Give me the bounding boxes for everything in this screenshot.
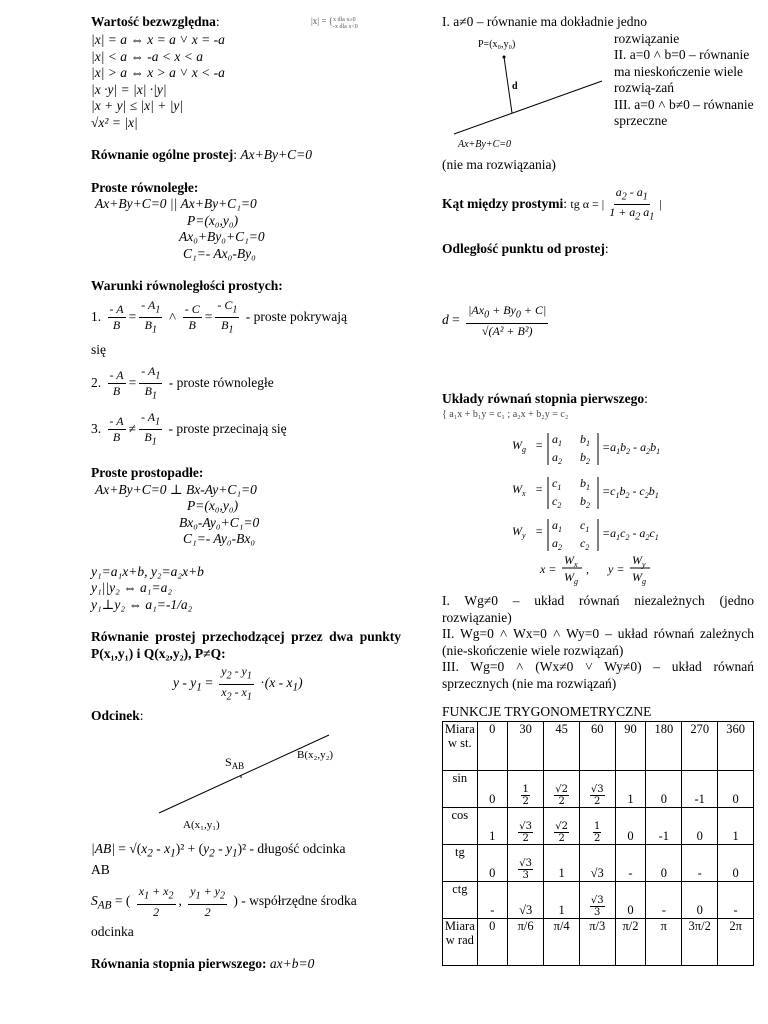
trig-cell: 2π: [718, 918, 754, 965]
trig-cell: 360: [718, 721, 754, 770]
svg-text:x dla x≥0: x dla x≥0: [333, 17, 356, 23]
abs-rule-2: |x| < a ⇔ -a < x < a: [91, 48, 203, 64]
line-cases-block: [442, 31, 754, 157]
trig-row-label: sin: [443, 770, 478, 807]
trig-cell: 1: [477, 807, 507, 844]
svg-text:=: =: [535, 524, 544, 539]
trig-cell: $\frac{√3}{3}$: [507, 844, 543, 881]
perp-line-2: P=(x₀,y₀): [187, 498, 239, 514]
svg-text:c1: $c_1$: [580, 518, 590, 535]
svg-text:=c1b2 - c2b1: $=c_1b_2 - c_2b_1$: [602, 484, 659, 501]
trig-cell: -1: [682, 770, 718, 807]
cases-text: [614, 31, 754, 130]
trig-cell: 1: [544, 881, 580, 918]
trig-row-label: cos: [443, 807, 478, 844]
trig-cell: $\frac{√2}{2}$: [544, 770, 580, 807]
parallel-line-4: C₁=- Ax₀-By₀: [183, 245, 256, 261]
perp-line-3: Bx₀-Ay₀+C₁=0: [179, 514, 260, 530]
case-1-cont: rozwiązanie: [614, 30, 680, 46]
svg-text:=: =: [535, 482, 544, 497]
trig-cell: 0: [682, 881, 718, 918]
trig-cell: 0: [646, 770, 682, 807]
diagram-line: [454, 81, 602, 134]
svg-text:c2: $c_2$: [552, 494, 562, 511]
trig-table: [442, 721, 754, 966]
right-column: [442, 14, 754, 966]
svg-text:Wx: $W_x$: [564, 553, 578, 570]
angle-heading: Kąt między prostymi: tg α = | $\frac{a_2 - a_1}{1 + a_2 a_1}$ |: [442, 185, 662, 223]
slope-line-3: y₁⊥y₂ ⇔ a₁=-1/a₂: [91, 596, 193, 612]
parallel-line-3: Ax₀+By₀+C₁=0: [179, 229, 265, 244]
svg-text:c1: $c_1$: [552, 476, 562, 493]
condition-1-cont: się: [91, 342, 106, 358]
condition-3: 3. $\frac{- A}{B}$ ≠ $\frac{- A_1}{B_1}$ - proste przecinają się: [91, 409, 287, 448]
trig-cell: 1: [544, 844, 580, 881]
trig-cell: 90: [615, 721, 646, 770]
trig-cell: 180: [646, 721, 682, 770]
system-case-3: III. Wg=0 ˄ (Wx≠0 ˅ Wy≠0) – układ równań sprzecznych (nie ma rozwiązań): [442, 659, 754, 691]
trig-cell: √3: [507, 881, 543, 918]
perpendicular-heading: Proste prostopadłe:: [91, 465, 204, 481]
two-point-formula: y - $y_1$ = $\frac{y_2 - y_1}{x_2 - x_1}$ $\cdot(x - x_1)$: [173, 664, 303, 703]
abs-rule-1: |x| = a ⇔ x = a ˅ x = -a: [91, 32, 225, 47]
svg-text:Wx: $W_x$: [512, 482, 526, 499]
trig-cell: -: [646, 881, 682, 918]
svg-text:x =: x =: [540, 562, 557, 577]
system-brace: { a₁x + b₁y = c₁ ; a₂x + b₂y = c₂: [442, 409, 569, 421]
trig-cell: 0: [477, 844, 507, 881]
trig-cell: 0: [718, 844, 754, 881]
trig-cell: $\frac{1}{2}$: [507, 770, 543, 807]
trig-cell: √3: [579, 844, 615, 881]
diagram-line-label: Ax+By+C=0: [458, 138, 512, 150]
case-3: III. a=0 ˄ b≠0 – równanie sprzeczne: [614, 96, 754, 128]
determinants: [442, 421, 754, 587]
trig-cell: 270: [682, 721, 718, 770]
abs-rule-6: √x² = |x|: [91, 114, 138, 130]
trig-cell: -: [682, 844, 718, 881]
trig-radians-label: Miara w rad: [443, 918, 478, 965]
two-point-heading: Równanie prostej przechodzącej przez dwa punkty P(x₁,y₁) i Q(x₂,y₂), P≠Q:: [91, 629, 401, 661]
svg-text:=a1b2 - a2b1: $=a_1b_2 - a_2b_1$: [602, 440, 661, 457]
svg-text:a1: $a_1$: [552, 432, 562, 449]
trig-cell: 1: [615, 770, 646, 807]
trig-cell: 0: [682, 807, 718, 844]
trig-cell: π/2: [615, 918, 646, 965]
svg-text:Wg: $W_g$: [564, 570, 578, 587]
distance-heading: Odległość punktu od prostej:: [442, 240, 609, 256]
abs-rule-5: |x + y| ≤ |x| + |y|: [91, 98, 184, 113]
svg-text:a2: $a_2$: [552, 536, 562, 553]
trig-tg-row: [443, 844, 754, 881]
svg-text:b2: $b_2$: [580, 494, 590, 511]
trig-cell: 0: [477, 721, 507, 770]
general-line-heading: Równanie ogólne prostej: Ax+By+C=0: [91, 147, 312, 162]
trig-cell: π: [646, 918, 682, 965]
length-formula-cont: AB: [91, 861, 110, 877]
left-column: [91, 14, 401, 973]
trig-cell: -: [615, 844, 646, 881]
case-3-cont: (nie ma rozwiązania): [442, 156, 556, 172]
length-formula: $|AB| = √(x_2 - x_1)^2 + (y_2 - y_1)^2$ - długość odcinka: [91, 840, 346, 860]
trig-cell: 30: [507, 721, 543, 770]
perp-line-1: Ax+By+C=0 ⊥ Bx-Ay+C₁=0: [95, 481, 257, 497]
svg-text:Wg: $W_g$: [632, 570, 646, 587]
segment-midpoint-label: $S_{AB}$: [225, 754, 245, 771]
segment-heading: Odcinek:: [91, 708, 144, 724]
trig-cell: π/3: [579, 918, 615, 965]
slope-line-1: y₁=a₁x+b, y₂=a₂x+b: [91, 563, 204, 579]
trig-cell: 45: [544, 721, 580, 770]
abs-heading: Wartość bezwzględna: |x| = { x dla x≥0 -x dla x<0: [91, 14, 358, 30]
trig-cell: -: [718, 881, 754, 918]
parallel-heading: Proste równoległe:: [91, 179, 199, 195]
trig-cell: $\frac{√2}{2}$: [544, 807, 580, 844]
diagram-point-label: P=(x₀,y₀): [478, 38, 516, 50]
slope-line-2: y₁||y₂ ⇔ a₁=a₂: [91, 580, 173, 596]
trig-cell: 0: [477, 918, 507, 965]
system-case-1: I. Wg≠0 – układ równań niezależnych (jedno rozwiązanie): [442, 593, 754, 625]
svg-text:b1: $b_1$: [580, 432, 590, 449]
trig-radians-row: [443, 918, 754, 965]
trig-cell: 0: [718, 770, 754, 807]
svg-text:Wy: $W_y$: [632, 553, 646, 570]
trig-ctg-row: [443, 881, 754, 918]
distance-diagram: [442, 31, 612, 157]
case-2: II. a=0 ˄ b=0 – równanie ma nieskończenie wiele rozwią-zań: [614, 47, 750, 95]
trig-cos-row: [443, 807, 754, 844]
svg-text:c2: $c_2$: [580, 536, 590, 553]
trig-degrees-label: Miara w st.: [443, 721, 478, 770]
svg-text:=: =: [535, 438, 544, 453]
trig-cell: -: [477, 881, 507, 918]
trig-cell: π/4: [544, 918, 580, 965]
diagram-point: [503, 55, 506, 58]
conditions-heading: Warunki równoległości prostych:: [91, 278, 283, 293]
diagram-d-label: d: [512, 80, 518, 92]
condition-2: 2. $\frac{- A}{B}$ = $\frac{- A_1}{B_1}$ - proste równoległe: [91, 363, 274, 402]
parallel-line-2: P=(x₀,y₀): [187, 212, 239, 228]
svg-text:-x dla x<0: -x dla x<0: [333, 24, 358, 30]
segment-diagram: [91, 725, 401, 831]
point-b-label: B(x₂,y₂): [297, 748, 334, 761]
abs-definition-formula: [223, 16, 358, 32]
trig-cell: 0: [646, 844, 682, 881]
svg-text:a2: $a_2$: [552, 450, 562, 467]
trig-degrees-row: [443, 721, 754, 770]
svg-text:,: ,: [586, 562, 589, 577]
trig-row-label: ctg: [443, 881, 478, 918]
perp-line-4: C₁=- Ay₀-Bx₀: [183, 531, 256, 547]
system-case-2: II. Wg=0 ˄ Wx=0 ˄ Wy=0 – układ równań zależnych (nie-skończenie wiele rozwiązań): [442, 626, 754, 658]
trig-cell: $\frac{√3}{2}$: [507, 807, 543, 844]
linear-equation-heading: Równania stopnia pierwszego: ax+b=0: [91, 956, 315, 972]
svg-text:b2: $b_2$: [580, 450, 590, 467]
systems-heading: Układy równań stopnia pierwszego:: [442, 390, 648, 406]
trig-cell: 0: [477, 770, 507, 807]
trig-row-label: tg: [443, 844, 478, 881]
trig-cell: $\frac{1}{2}$: [579, 807, 615, 844]
distance-formula: d = $\frac{|Ax_0 + By_0 + C|}{\text{√(A² + B²)}}$: [442, 303, 547, 338]
condition-1: 1. $\frac{- A}{B}$ = $\frac{- A_1}{B_1}$ ˄ $\frac{- C}{B}$ = $\frac{- C_1}{B_1}$ - proste pokrywają: [91, 297, 347, 336]
svg-text:b1: $b_1$: [580, 476, 590, 493]
trig-title: FUNKCJE TRYGONOMETRYCZNE: [442, 704, 652, 720]
parallel-line-1: Ax+By+C=0 || Ax+By+C₁=0: [95, 196, 257, 211]
trig-cell: 60: [579, 721, 615, 770]
trig-sin-row: [443, 770, 754, 807]
svg-text:=a1c2 - a2c1: $=a_1c_2 - a_2c_1$: [602, 526, 659, 543]
diagram-perpendicular: [504, 57, 512, 113]
abs-rule-4: |x ·y| = |x| ·|y|: [91, 81, 167, 97]
svg-text:a1: $a_1$: [552, 518, 562, 535]
trig-cell: $\frac{√3}{2}$: [579, 770, 615, 807]
midpoint-formula: $S_{AB}$ = ( $\frac{x_1 + x_2}{2}$ , $\frac{y_1 + y_2}{2}$ ) - współrzędne środka: [91, 884, 357, 919]
segment-line: [159, 735, 329, 813]
svg-text:y =: y =: [608, 562, 625, 577]
abs-rule-3: |x| > a ⇔ x > a ˅ x < -a: [91, 65, 225, 80]
trig-cell: 3π/2: [682, 918, 718, 965]
trig-cell: 1: [718, 807, 754, 844]
trig-cell: -1: [646, 807, 682, 844]
svg-text:|x| = {: |x| = {: [311, 16, 333, 26]
trig-cell: 0: [615, 807, 646, 844]
trig-cell: $\frac{√3}{3}$: [579, 881, 615, 918]
trig-cell: π/6: [507, 918, 543, 965]
trig-cell: 0: [615, 881, 646, 918]
svg-text:Wg: $W_g$: [512, 438, 526, 455]
midpoint-formula-cont: odcinka: [91, 923, 134, 939]
point-a-label: A(x₁,y₁): [183, 818, 220, 831]
case-1: I. a≠0 – równanie ma dokładnie jedno: [442, 14, 647, 29]
svg-text:Wy: $W_y$: [512, 524, 526, 541]
